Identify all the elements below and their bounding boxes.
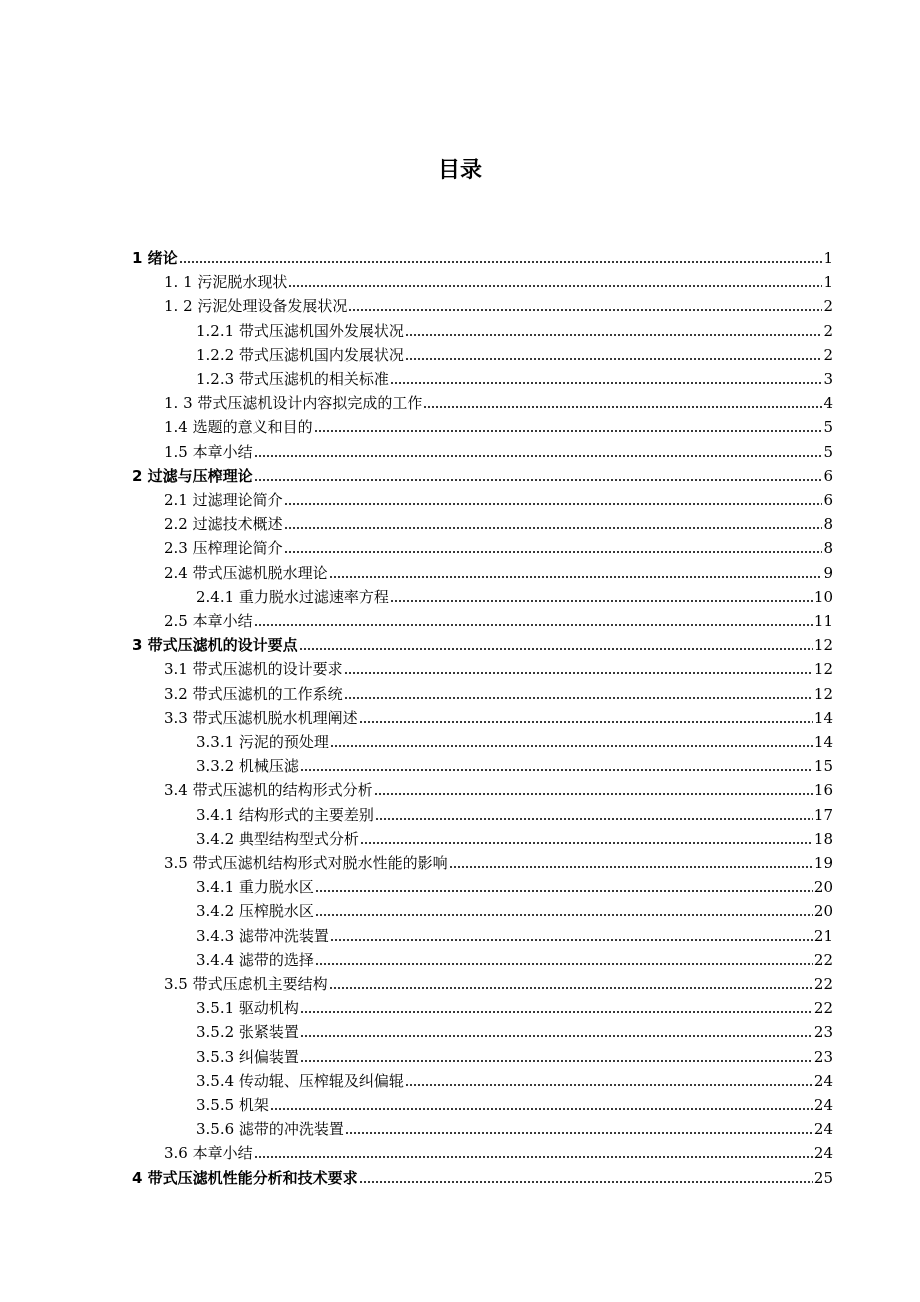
toc-entry[interactable] — [164, 510, 833, 534]
toc-entry[interactable] — [196, 922, 833, 946]
toc-dot-leader — [405, 357, 823, 361]
toc-dot-leader — [315, 913, 813, 917]
toc-dot-leader — [330, 744, 813, 748]
toc-entry-label: 2.4.1 重力脱水过滤速率方程 — [196, 588, 389, 606]
toc-dot-leader — [375, 817, 813, 821]
toc-entry[interactable] — [196, 825, 833, 849]
toc-dot-leader — [284, 550, 823, 554]
toc-entry-page-number: 22 — [813, 999, 833, 1017]
toc-entry-page-number: 21 — [813, 927, 833, 945]
toc-entry-page-number: 5 — [823, 418, 833, 436]
toc-entry-label: 1. 2 污泥处理设备发展状况 — [164, 297, 348, 315]
toc-entry-page-number: 8 — [823, 539, 833, 557]
toc-entry-page-number: 24 — [813, 1072, 833, 1090]
toc-entry-page-number: 10 — [813, 588, 833, 606]
toc-entry[interactable] — [164, 413, 833, 437]
toc-entry-page-number: 3 — [823, 370, 833, 388]
toc-entry-page-number: 25 — [813, 1169, 833, 1187]
toc-dot-leader — [390, 381, 823, 385]
toc-entry-page-number: 17 — [813, 806, 833, 824]
toc-entry[interactable] — [164, 534, 833, 558]
toc-entry[interactable] — [132, 244, 833, 268]
toc-entry-label: 2 过滤与压榨理论 — [132, 467, 253, 485]
toc-entry[interactable] — [132, 1164, 833, 1188]
toc-entry-label: 3.5.6 滤带的冲洗装置 — [196, 1120, 344, 1138]
toc-entry[interactable] — [196, 583, 833, 607]
toc-entry-label: 3.5.2 张紧装置 — [196, 1023, 299, 1041]
page-title: 目录 — [437, 158, 482, 183]
toc-entry-page-number: 1 — [823, 273, 833, 291]
toc-entry-page-number: 16 — [813, 781, 833, 799]
toc-entry-label: 3.2 带式压滤机的工作系统 — [164, 685, 343, 703]
toc-dot-leader — [344, 671, 813, 675]
toc-dot-leader — [288, 284, 822, 288]
toc-entry-page-number: 22 — [813, 975, 833, 993]
toc-dot-leader — [284, 502, 823, 506]
toc-entry-label: 3.4.1 重力脱水区 — [196, 878, 314, 896]
toc-entry-label: 2.4 带式压滤机脱水理论 — [164, 564, 328, 582]
toc-dot-leader — [315, 889, 813, 893]
toc-entry-page-number: 15 — [813, 757, 833, 775]
toc-entry-page-number: 1 — [823, 249, 833, 267]
toc-dot-leader — [405, 333, 823, 337]
toc-dot-leader — [314, 429, 823, 433]
toc-entry-page-number: 24 — [813, 1144, 833, 1162]
toc-entry[interactable] — [196, 1018, 833, 1042]
toc-entry-label: 1. 3 带式压滤机设计内容拟完成的工作 — [164, 394, 423, 412]
toc-entry-page-number: 2 — [823, 322, 833, 340]
toc-entry[interactable] — [196, 1067, 833, 1091]
toc-entry-page-number: 11 — [813, 612, 833, 630]
toc-entry-label: 1.2.2 带式压滤机国内发展状况 — [196, 346, 404, 364]
toc-dot-leader — [344, 696, 813, 700]
toc-dot-leader — [348, 308, 822, 312]
toc-entry-label: 3.3.1 污泥的预处理 — [196, 733, 329, 751]
toc-entry-label: 2.3 压榨理论简介 — [164, 539, 283, 557]
toc-entry[interactable] — [164, 268, 833, 292]
toc-entry-page-number: 12 — [813, 636, 833, 654]
toc-entry-page-number: 14 — [813, 733, 833, 751]
toc-entry[interactable] — [164, 389, 833, 413]
toc-entry[interactable] — [196, 728, 833, 752]
toc-entry-page-number: 12 — [813, 660, 833, 678]
toc-entry-label: 3.3 带式压滤机脱水机理阐述 — [164, 709, 358, 727]
toc-entry-label: 1.4 选题的意义和目的 — [164, 418, 313, 436]
toc-dot-leader — [254, 623, 813, 627]
toc-entry-label: 3.3.2 机械压滤 — [196, 757, 299, 775]
toc-dot-leader — [300, 1034, 813, 1038]
toc-entry[interactable] — [164, 970, 833, 994]
toc-entry-label: 1.2.3 带式压滤机的相关标准 — [196, 370, 389, 388]
toc-entry-page-number: 14 — [813, 709, 833, 727]
toc-entry-label: 4 带式压滤机性能分析和技术要求 — [132, 1169, 358, 1187]
toc-entry-page-number: 9 — [823, 564, 833, 582]
toc-entry-label: 3.5.1 驱动机构 — [196, 999, 299, 1017]
toc-entry[interactable] — [164, 776, 833, 800]
toc-entry[interactable] — [164, 655, 833, 679]
toc-entry[interactable] — [164, 849, 833, 873]
toc-entry-label: 1.5 本章小结 — [164, 443, 253, 461]
toc-entry[interactable] — [196, 897, 833, 921]
toc-entry[interactable] — [196, 317, 833, 341]
toc-entry-label: 3.4.2 典型结构型式分析 — [196, 830, 359, 848]
toc-dot-leader — [449, 865, 813, 869]
toc-dot-leader — [299, 647, 813, 651]
toc-dot-leader — [359, 1180, 813, 1184]
toc-entry-page-number: 8 — [823, 515, 833, 533]
toc-entry-label: 3.1 带式压滤机的设计要求 — [164, 660, 343, 678]
toc-entry-page-number: 6 — [823, 491, 833, 509]
toc-dot-leader — [300, 1010, 813, 1014]
toc-entry[interactable] — [164, 486, 833, 510]
toc-entry[interactable] — [164, 292, 833, 316]
toc-entry-page-number: 23 — [813, 1048, 833, 1066]
toc-entry[interactable] — [164, 438, 833, 462]
toc-entry-page-number: 12 — [813, 685, 833, 703]
toc-entry-label: 2.2 过滤技术概述 — [164, 515, 283, 533]
toc-entry-page-number: 20 — [813, 878, 833, 896]
toc-entry[interactable] — [132, 462, 833, 486]
toc-entry[interactable] — [164, 680, 833, 704]
toc-entry-page-number: 18 — [813, 830, 833, 848]
toc-dot-leader — [179, 260, 823, 264]
toc-entry-page-number: 24 — [813, 1096, 833, 1114]
toc-entry-label: 3.4.4 滤带的选择 — [196, 951, 314, 969]
toc-entry-page-number: 5 — [823, 443, 833, 461]
toc-entry[interactable] — [196, 873, 833, 897]
toc-entry-label: 1 绪论 — [132, 249, 178, 267]
toc-dot-leader — [300, 1059, 813, 1063]
toc-entry[interactable] — [196, 946, 833, 970]
toc-entry-page-number: 19 — [813, 854, 833, 872]
toc-dot-leader — [329, 575, 823, 579]
toc-entry-page-number: 4 — [823, 394, 833, 412]
toc-entry-label: 3.5.4 传动辊、压榨辊及纠偏辊 — [196, 1072, 404, 1090]
toc-dot-leader — [423, 405, 822, 409]
toc-entry[interactable] — [196, 801, 833, 825]
toc-dot-leader — [345, 1131, 813, 1135]
toc-dot-leader — [315, 962, 813, 966]
toc-dot-leader — [374, 792, 813, 796]
toc-entry[interactable] — [196, 1043, 833, 1067]
toc-dot-leader — [330, 938, 813, 942]
toc-entry-label: 3.4 带式压滤机的结构形式分析 — [164, 781, 373, 799]
toc-entry-page-number: 20 — [813, 902, 833, 920]
toc-entry[interactable] — [196, 994, 833, 1018]
toc-entry[interactable] — [164, 559, 833, 583]
toc-entry-page-number: 23 — [813, 1023, 833, 1041]
toc-entry-label: 1. 1 污泥脱水现状 — [164, 273, 288, 291]
toc-entry-label: 2.1 过滤理论简介 — [164, 491, 283, 509]
toc-dot-leader — [390, 599, 813, 603]
toc-entry[interactable] — [196, 1115, 833, 1139]
toc-dot-leader — [270, 1107, 813, 1111]
toc-dot-leader — [254, 454, 823, 458]
toc-entry-label: 3.5.3 纠偏装置 — [196, 1048, 299, 1066]
toc-entry-page-number: 22 — [813, 951, 833, 969]
toc-entry-label: 3.6 本章小结 — [164, 1144, 253, 1162]
toc-dot-leader — [254, 1155, 813, 1159]
toc-dot-leader — [300, 768, 813, 772]
toc-entry-page-number: 24 — [813, 1120, 833, 1138]
toc-entry-label: 3.5 带式压虑机主要结构 — [164, 975, 328, 993]
toc-entry-page-number: 6 — [823, 467, 833, 485]
toc-entry-label: 3 带式压滤机的设计要点 — [132, 636, 298, 654]
toc-entry[interactable] — [164, 607, 833, 631]
toc-dot-leader — [329, 986, 813, 990]
toc-entry[interactable] — [164, 1139, 833, 1163]
toc-entry-label: 1.2.1 带式压滤机国外发展状况 — [196, 322, 404, 340]
toc-entry[interactable] — [164, 704, 833, 728]
toc-entry[interactable] — [196, 341, 833, 365]
toc-dot-leader — [284, 526, 823, 530]
toc-dot-leader — [359, 720, 813, 724]
toc-entry-label: 3.4.3 滤带冲洗装置 — [196, 927, 329, 945]
toc-dot-leader — [360, 841, 813, 845]
toc-entry-page-number: 2 — [823, 297, 833, 315]
toc-dot-leader — [405, 1083, 813, 1087]
toc-entry[interactable] — [132, 631, 833, 655]
toc-entry[interactable] — [196, 1091, 833, 1115]
toc-dot-leader — [254, 478, 823, 482]
toc-entry[interactable] — [196, 365, 833, 389]
toc-entry-label: 3.5.5 机架 — [196, 1096, 269, 1114]
toc-entry-label: 2.5 本章小结 — [164, 612, 253, 630]
toc-entry-page-number: 2 — [823, 346, 833, 364]
toc-entry-label: 3.5 带式压滤机结构形式对脱水性能的影响 — [164, 854, 448, 872]
toc-entry-label: 3.4.2 压榨脱水区 — [196, 902, 314, 920]
toc-entry[interactable] — [196, 752, 833, 776]
toc-entry-label: 3.4.1 结构形式的主要差别 — [196, 806, 374, 824]
